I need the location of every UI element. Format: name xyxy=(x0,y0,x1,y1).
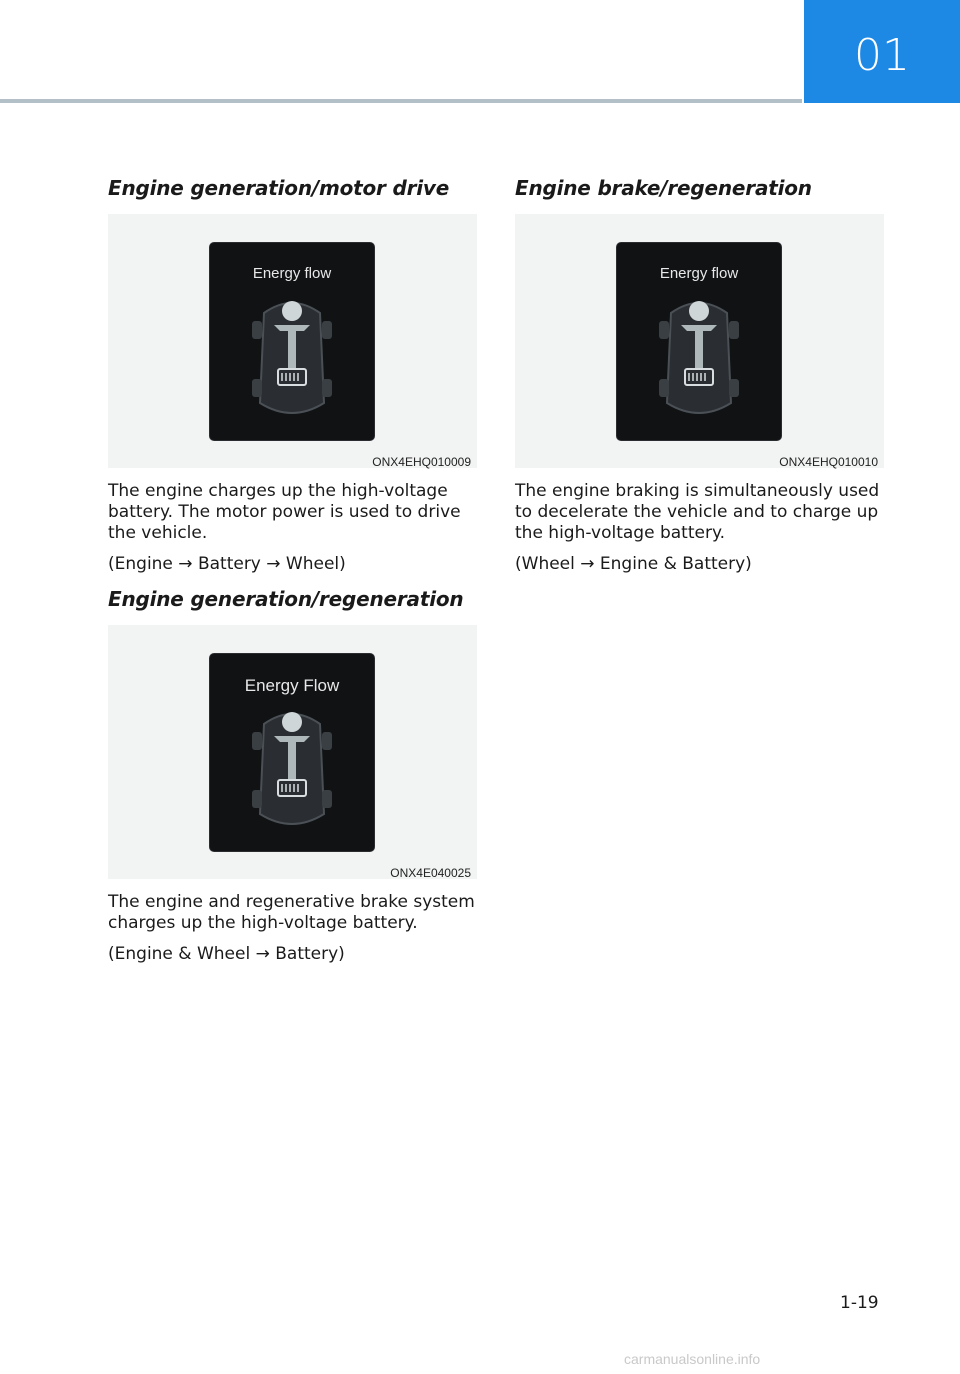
section-engine-brake-regeneration xyxy=(515,176,885,597)
figure-code: ONX4EHQ010009 xyxy=(372,455,471,469)
section-engine-generation-motor-drive xyxy=(108,176,478,597)
energy-flow-screen xyxy=(617,243,781,440)
figure-code: ONX4EHQ010010 xyxy=(779,455,878,469)
figure-code: ONX4E040025 xyxy=(390,866,471,880)
page-number: 1-19 xyxy=(840,1293,879,1313)
energy-flow-screen xyxy=(210,243,374,440)
screen-title: Energy flow xyxy=(659,265,739,282)
screen-title: Energy Flow xyxy=(244,676,340,695)
watermark: carmanualsonline.info xyxy=(624,1351,761,1367)
description: The engine charges up the high-voltage battery. The motor power is used to drive the vehicle. xyxy=(108,481,461,543)
screen-title: Energy flow xyxy=(252,265,332,282)
chapter-tab: 01 xyxy=(804,0,960,103)
description: The engine braking is simultaneously used to decelerate the vehicle and to charge up the high-voltage battery. xyxy=(515,481,880,543)
car-energy-flow-icon xyxy=(244,704,340,844)
car-energy-flow-icon xyxy=(651,293,747,433)
energy-flow-screen xyxy=(210,654,374,851)
section-title: Engine generation/regeneration xyxy=(108,587,464,611)
energy-flow-path: (Engine → Battery → Wheel) xyxy=(108,554,346,574)
section-engine-generation-regeneration xyxy=(108,587,478,987)
description: The engine and regenerative brake system charges up the high-voltage battery. xyxy=(108,892,475,933)
energy-flow-path: (Wheel → Engine & Battery) xyxy=(515,554,752,574)
energy-flow-path: (Engine & Wheel → Battery) xyxy=(108,944,345,964)
energy-flow-figure xyxy=(108,625,477,879)
header-divider xyxy=(0,99,802,103)
car-energy-flow-icon xyxy=(244,293,340,433)
section-title: Engine generation/motor drive xyxy=(108,176,450,200)
energy-flow-figure xyxy=(108,214,477,468)
energy-flow-figure xyxy=(515,214,884,468)
section-title: Engine brake/regeneration xyxy=(515,176,812,200)
